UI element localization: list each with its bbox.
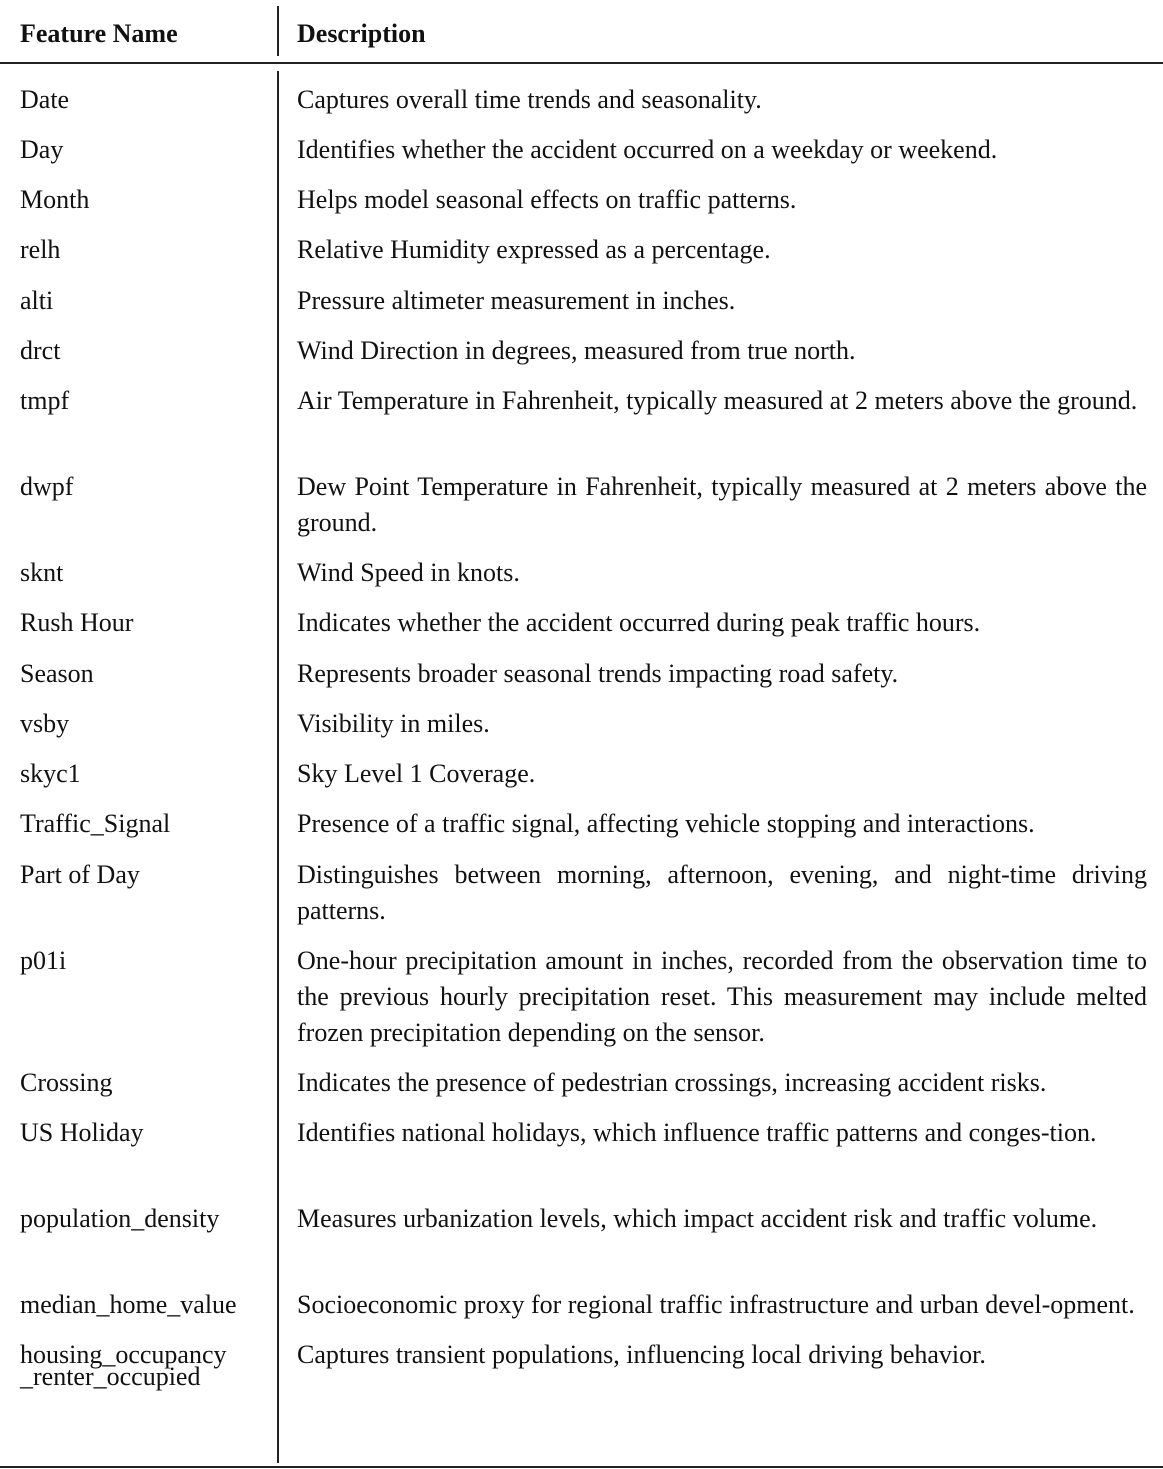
feature-name-cell: tmpf — [20, 386, 70, 415]
header-description: Description — [297, 19, 426, 48]
feature-name-cell: Rush Hour — [20, 608, 134, 637]
description-cell: Identifies whether the accident occurred on a weekday or weekend. — [297, 135, 998, 164]
feature-name-cell: Day — [20, 135, 64, 164]
feature-name-cell: US Holiday — [20, 1118, 144, 1147]
description-cell: Indicates whether the accident occurred during peak traffic hours. — [297, 608, 981, 637]
header-column-divider — [277, 6, 279, 56]
feature-name-cell-continuation: _renter_occupied — [20, 1362, 201, 1391]
description-cell: Pressure altimeter measurement in inches. — [297, 286, 736, 315]
feature-name-cell: Month — [20, 185, 90, 214]
bottom-rule — [0, 1466, 1163, 1468]
feature-name-cell: housing_occupancy — [20, 1340, 227, 1369]
description-cell: Presence of a traffic signal, affecting vehicle stopping and interactions. — [297, 809, 1035, 838]
feature-name-cell: alti — [20, 286, 54, 315]
feature-name-cell: sknt — [20, 558, 64, 587]
feature-name-cell: Traffic_Signal — [20, 809, 171, 838]
feature-name-cell: drct — [20, 336, 61, 365]
description-cell: Relative Humidity expressed as a percentage. — [297, 235, 771, 264]
description-cell: Socioeconomic proxy for regional traffic infrastructure and urban devel-opment. — [297, 1290, 1135, 1319]
description-cell: Wind Direction in degrees, measured from true north. — [297, 336, 856, 365]
feature-name-cell: relh — [20, 235, 61, 264]
description-cell: Sky Level 1 Coverage. — [297, 759, 536, 788]
feature-name-cell: dwpf — [20, 472, 74, 501]
feature-name-cell: population_density — [20, 1204, 220, 1233]
feature-name-cell: Part of Day — [20, 860, 140, 889]
description-cell: Distinguishes between morning, afternoon, evening, and night-time driving patterns. — [297, 860, 1147, 925]
top-rule — [0, 62, 1163, 64]
body-column-divider — [277, 71, 279, 1463]
feature-name-cell: p01i — [20, 946, 67, 975]
description-cell: Represents broader seasonal trends impacting road safety. — [297, 659, 899, 688]
feature-name-cell: skyc1 — [20, 759, 81, 788]
feature-name-cell: median_home_value — [20, 1290, 237, 1319]
description-cell: Helps model seasonal effects on traffic patterns. — [297, 185, 797, 214]
description-cell: One-hour precipitation amount in inches, recorded from the observation time to the previous hourly precipitation reset. This measurement may include melted frozen precipitation depending on the sensor. — [297, 946, 1147, 1047]
feature-name-cell: Season — [20, 659, 94, 688]
description-cell: Measures urbanization levels, which impact accident risk and traffic volume. — [297, 1204, 1098, 1233]
description-cell: Dew Point Temperature in Fahrenheit, typically measured at 2 meters above the ground. — [297, 472, 1147, 537]
description-cell: Air Temperature in Fahrenheit, typically measured at 2 meters above the ground. — [297, 386, 1138, 415]
description-cell: Captures transient populations, influencing local driving behavior. — [297, 1340, 986, 1369]
description-cell: Identifies national holidays, which influence traffic patterns and conges-tion. — [297, 1118, 1097, 1147]
description-cell: Visibility in miles. — [297, 709, 490, 738]
feature-name-cell: vsby — [20, 709, 70, 738]
header-feature-name: Feature Name — [20, 19, 178, 48]
description-cell: Indicates the presence of pedestrian crossings, increasing accident risks. — [297, 1068, 1047, 1097]
feature-name-cell: Date — [20, 85, 70, 114]
description-cell: Wind Speed in knots. — [297, 558, 520, 587]
description-cell: Captures overall time trends and seasonality. — [297, 85, 762, 114]
feature-name-cell: Crossing — [20, 1068, 113, 1097]
